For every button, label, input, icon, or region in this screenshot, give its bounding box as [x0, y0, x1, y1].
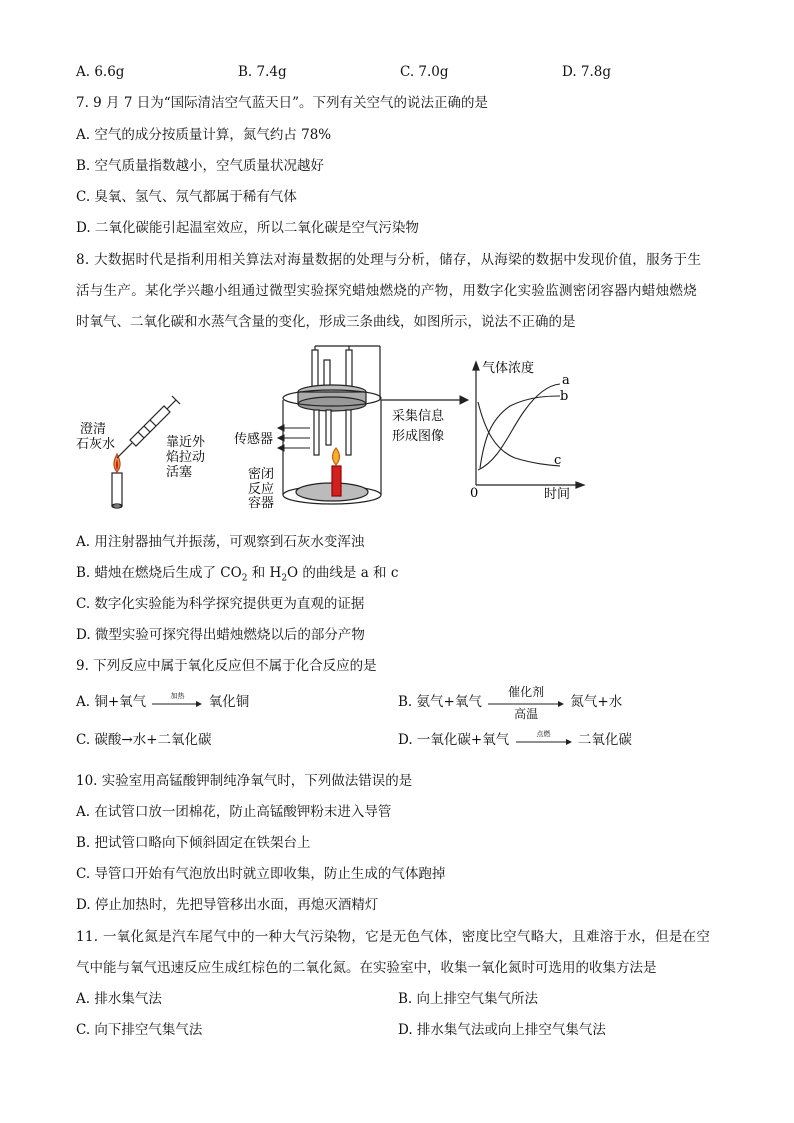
q9-a-left: A. 铜+氧气 — [76, 694, 147, 710]
q10-option-a: A. 在试管口放一团棉花，防止高锰酸钾粉末进入导管 — [76, 804, 392, 820]
chart-y-label: 气体浓度 — [482, 361, 535, 376]
q9-stem: 9. 下列反应中属于氧化反应但不属于化合反应的是 — [76, 658, 377, 674]
q9-option-d — [398, 731, 632, 749]
q9-a-condition: 加热 — [170, 691, 185, 700]
q10-option-c: C. 导管口开始有气泡放出时就立即收集，防止生成的气体跑掉 — [76, 866, 446, 882]
curve-b — [480, 396, 560, 468]
label-container-2: 反应 — [248, 482, 275, 497]
q8-option-c: C. 数字化实验能为科学探究提供更为直观的证据 — [76, 596, 365, 612]
chart-x-label: 时间 — [544, 487, 571, 502]
q6-option-d: D. 7.8g — [562, 64, 612, 80]
arrow-icon — [516, 738, 572, 746]
q8-option-b-mid: 和 H — [251, 565, 282, 581]
q9-d-condition: 点燃 — [536, 729, 551, 738]
h2o-subscript: 2 — [281, 573, 288, 584]
q8-option-b — [76, 564, 398, 588]
q8-option-a: A. 用注射器抽气并振荡，可观察到石灰水变浑浊 — [76, 534, 365, 550]
q10-option-d: D. 停止加热时，先把导管移出水面，再熄灭酒精灯 — [76, 897, 379, 913]
label-plunger-2: 焰拉动 — [166, 450, 206, 465]
q10-option-b: B. 把试管口略向下倾斜固定在铁架台上 — [76, 835, 311, 851]
q8-option-b-post: 的曲线是 a 和 c — [302, 565, 399, 581]
q9-b-arrow — [488, 684, 564, 721]
q6-option-a: A. 6.6g — [76, 64, 125, 80]
curve-c — [478, 402, 560, 466]
q11-option-c: C. 向下排空气集气法 — [76, 1022, 203, 1038]
q11-option-d: D. 排水集气法或向上排空气集气法 — [398, 1022, 606, 1038]
q8-option-b-o: O — [287, 565, 299, 581]
curve-a-label: a — [562, 373, 570, 388]
label-container-3: 容器 — [248, 496, 275, 510]
q11-option-b: B. 向上排空气集气所法 — [398, 991, 539, 1007]
q7-option-a: A. 空气的成分按质量计算，氮气约占 78% — [76, 127, 332, 143]
label-sensor: 传感器 — [234, 432, 274, 447]
q7-option-b: B. 空气质量指数越小，空气质量状况越好 — [76, 158, 325, 174]
co2-subscript: 2 — [241, 573, 248, 584]
q9-d-arrow — [516, 729, 572, 748]
collect-arrow — [381, 396, 468, 404]
q9-a-right: 氧化铜 — [208, 694, 250, 710]
q11-stem-line2: 气中能与氧气迅速反应生成红棕色的二氧化氮。在实验室中，收集一氧化氮时可选用的收集方法是 — [76, 960, 657, 976]
q8-stem-line3: 时氧气、二氧化碳和水蒸气含量的变化，形成三条曲线，如图所示，说法不正确的是 — [76, 314, 576, 330]
q8-stem-line1: 8. 大数据时代是指利用相关算法对海量数据的处理与分析，储存，从海梁的数据中发现价值，服务于生 — [76, 252, 702, 268]
q10-stem: 10. 实验室用高锰酸钾制纯净氧气时，下列做法错误的是 — [76, 773, 413, 789]
q8-option-b-pre: B. 蜡烛在燃烧后生成了 CO — [76, 565, 242, 581]
label-container-1: 密闭 — [248, 467, 275, 482]
sealed-container — [283, 346, 381, 504]
label-plunger-3: 活塞 — [166, 465, 193, 480]
q9-d-right: 二氧化碳 — [577, 732, 632, 748]
q9-d-left: D. 一氧化碳+氧气 — [398, 732, 510, 748]
q8-figure — [70, 340, 590, 510]
curve-c-label: c — [554, 453, 562, 468]
label-plunger-1: 靠近外 — [166, 435, 206, 450]
sensor-arrows — [278, 425, 310, 451]
q9-a-arrow — [152, 691, 202, 710]
arrow-icon — [152, 700, 202, 708]
q7-option-c: C. 臭氧、氢气、氖气都属于稀有气体 — [76, 189, 297, 205]
q9-b-right: 氮气+水 — [570, 694, 623, 710]
q8-stem-line2: 活与生产。某化学兴趣小组通过微型实验探究蜡烛燃烧的产物，用数字化实验监测密闭容器内蜡烛燃烧 — [76, 283, 697, 299]
label-limewater-2: 石灰水 — [76, 437, 116, 452]
q8-option-d: D. 微型实验可探究得出蜡烛燃烧以后的部分产物 — [76, 627, 365, 643]
label-collect-1: 采集信息 — [392, 409, 445, 424]
curve-b-label: b — [560, 389, 569, 404]
q11-stem-line1: 11. 一氧化氮是汽车尾气中的一种大气污染物，它是无色气体，密度比空气略大，且难溶于水，但是在空 — [76, 929, 711, 945]
chart-origin: 0 — [470, 486, 479, 501]
q7-stem: 7. 9 月 7 日为“国际清洁空气蓝天日”。下列有关空气的说法正确的是 — [76, 95, 489, 111]
q9-b-condition-top: 催化剂 — [508, 684, 545, 699]
q7-option-d: D. 二氧化碳能引起温室效应，所以二氧化碳是空气污染物 — [76, 220, 419, 236]
q9-b-left: B. 氨气+氧气 — [398, 694, 482, 710]
q9-option-b — [398, 684, 623, 721]
q9-b-condition-bottom: 高温 — [514, 706, 539, 721]
q11-option-a: A. 排水集气法 — [76, 991, 162, 1007]
q9-option-a — [76, 693, 249, 711]
label-limewater-1: 澄清 — [80, 422, 107, 437]
label-collect-2: 形成图像 — [392, 429, 445, 444]
q6-option-b: B. 7.4g — [238, 64, 287, 80]
q6-option-c: C. 7.0g — [400, 64, 449, 80]
q9-option-c: C. 碳酸→水+二氧化碳 — [76, 732, 212, 748]
